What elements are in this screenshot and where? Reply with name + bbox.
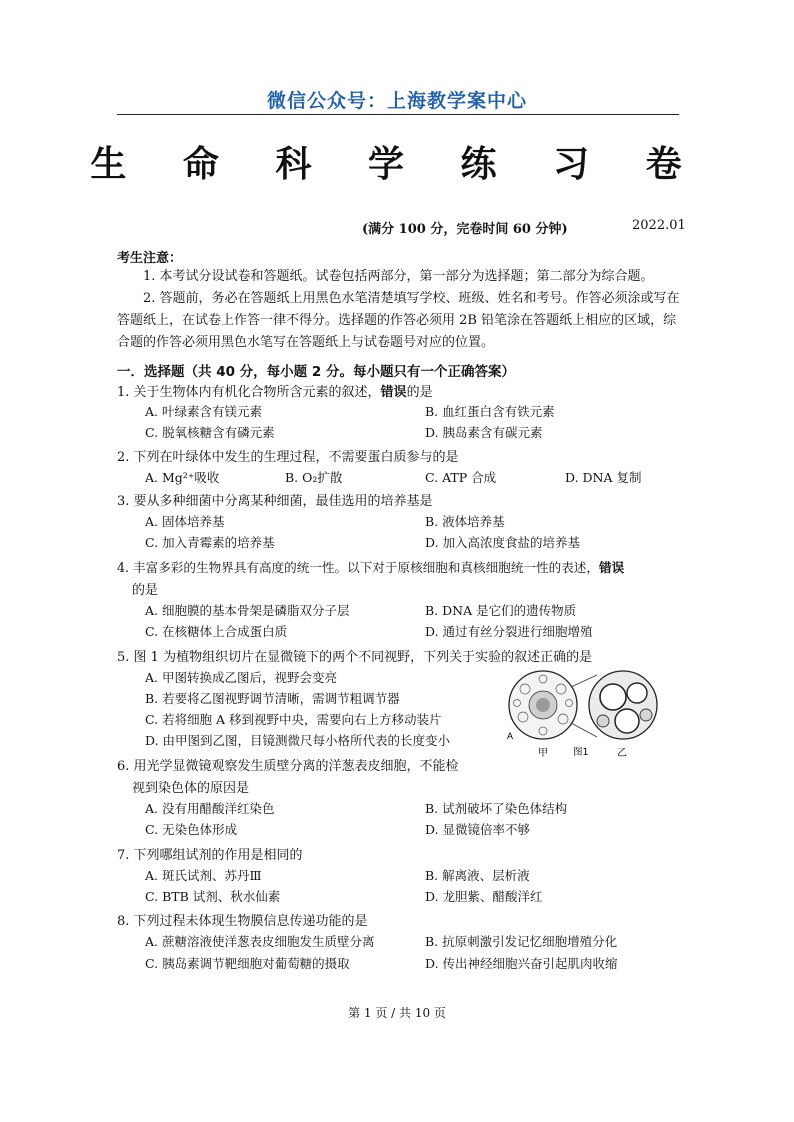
question-1-option-b: B. 血红蛋白含有铁元素 — [425, 404, 555, 419]
page-title: 生 命 科 学 练 习 卷 — [90, 144, 704, 185]
question-6-stem-cont: 视到染色体的原因是 — [132, 781, 250, 796]
question-1-option-d: D. 胰岛素含有碳元素 — [425, 425, 543, 440]
question-6-stem: 6. 用光学显微镜观察发生质壁分离的洋葱表皮细胞，不能检 — [117, 759, 459, 774]
question-2-stem: 2. 下列在叶绿体中发生的生理过程，不需要蛋白质参与的是 — [117, 450, 459, 465]
question-5-option-d: D. 由甲图到乙图，目镜测微尺每小格所代表的长度变小 — [145, 733, 451, 748]
question-5-option-b: B. 若要将乙图视野调节清晰，需调节粗调节器 — [145, 691, 400, 706]
page-footer: 第 1 页 / 共 10 页 — [348, 1006, 446, 1020]
question-2-option-b: B. O₂扩散 — [285, 470, 343, 485]
figure-label-yi: 乙 — [617, 748, 627, 759]
question-3-option-a: A. 固体培养基 — [145, 514, 225, 529]
question-4-stem: 4. 丰富多彩的生物界具有高度的统一性。以下对于原核细胞和真核细胞统一性的表述，错误 — [117, 560, 625, 575]
question-8-option-a: A. 蔗糖溶液使洋葱表皮细胞发生质壁分离 — [145, 934, 375, 949]
question-5-option-c: C. 若将细胞 A 移到视野中央，需要向右上方移动装片 — [145, 712, 442, 727]
exam-date: 2022.01 — [632, 218, 686, 233]
section-heading: 一．选择题（共 40 分，每小题 2 分。每小题只有一个正确答案） — [117, 364, 515, 380]
notice-item-2: 2. 答题前，务必在答题纸上用黑色水笔清楚填写学校、班级、姓名和考号。作答必须涂或写在答题纸上，在试卷上作答一律不得分。选择题的作答必须用 2B 铅笔涂在答题纸上相应的区域，综合题的作答必须用黑色水笔写在答题纸上与试卷题号对应的位置。 — [117, 291, 680, 350]
question-7-option-a: A. 斑氏试剂、苏丹Ⅲ — [145, 868, 262, 883]
question-1-stem: 1. 关于生物体内有机化合物所含元素的叙述，错误的是 — [117, 385, 433, 400]
question-8-stem: 8. 下列过程未体现生物膜信息传递功能的是 — [117, 914, 368, 929]
figure-1-micrographs — [505, 667, 661, 759]
question-1-option-a: A. 叶绿素含有镁元素 — [145, 404, 262, 419]
question-6-option-d: D. 显微镜倍率不够 — [425, 822, 531, 837]
question-8-option-d: D. 传出神经细胞兴奋引起肌肉收缩 — [425, 956, 618, 971]
question-8-option-c: C. 胰岛素调节靶细胞对葡萄糖的摄取 — [145, 956, 350, 971]
question-6-option-a: A. 没有用醋酸洋红染色 — [145, 801, 275, 816]
question-1-option-c: C. 脱氧核糖含有磷元素 — [145, 425, 275, 440]
question-8-option-b: B. 抗原刺激引发记忆细胞增殖分化 — [425, 934, 618, 949]
wechat-banner: 微信公众号：上海教学案中心 — [266, 90, 527, 112]
figure-label-a: A — [507, 731, 514, 741]
banner-divider — [117, 114, 679, 115]
question-3-option-d: D. 加入高浓度食盐的培养基 — [425, 535, 581, 550]
question-2-option-c: C. ATP 合成 — [425, 470, 497, 485]
score-time-info: (满分 100 分，完卷时间 60 分钟) — [362, 222, 568, 237]
question-2-option-d: D. DNA 复制 — [565, 470, 642, 485]
micrograph-jia — [509, 671, 577, 739]
question-7-option-b: B. 解离液、层析液 — [425, 868, 530, 883]
figure-label-jia: 甲 — [538, 748, 548, 759]
question-3-option-c: C. 加入青霉素的培养基 — [145, 535, 275, 550]
question-3-stem: 3. 要从多种细菌中分离某种细菌，最佳选用的培养基是 — [117, 494, 433, 509]
question-6-option-b: B. 试剂破坏了染色体结构 — [425, 801, 568, 816]
figure-caption: 图1 — [573, 747, 589, 758]
notice-item-1: 1. 本考试分设试卷和答题纸。试卷包括两部分，第一部分为选择题；第二部分为综合题。 — [143, 269, 654, 284]
question-6-option-c: C. 无染色体形成 — [145, 822, 238, 837]
notice-heading: 考生注意： — [117, 251, 183, 266]
question-4-stem-cont: 的是 — [132, 583, 159, 598]
question-3-option-b: B. 液体培养基 — [425, 514, 505, 529]
question-7-option-c: C. BTB 试剂、秋水仙素 — [145, 889, 281, 904]
question-4-option-d: D. 通过有丝分裂进行细胞增殖 — [425, 624, 593, 639]
question-5-stem: 5. 图 1 为植物组织切片在显微镜下的两个不同视野，下列关于实验的叙述正确的是 — [117, 650, 593, 665]
question-4-option-b: B. DNA 是它们的遗传物质 — [425, 603, 577, 618]
question-7-stem: 7. 下列哪组试剂的作用是相同的 — [117, 848, 303, 863]
question-2-option-a: A. Mg²⁺吸收 — [145, 470, 220, 485]
question-7-option-d: D. 龙胆紫、醋酸洋红 — [425, 889, 543, 904]
micrograph-yi — [589, 671, 657, 739]
question-4-option-c: C. 在核糖体上合成蛋白质 — [145, 624, 288, 639]
question-4-option-a: A. 细胞膜的基本骨架是磷脂双分子层 — [145, 603, 350, 618]
question-5-option-a: A. 甲图转换成乙图后，视野会变亮 — [145, 670, 337, 685]
